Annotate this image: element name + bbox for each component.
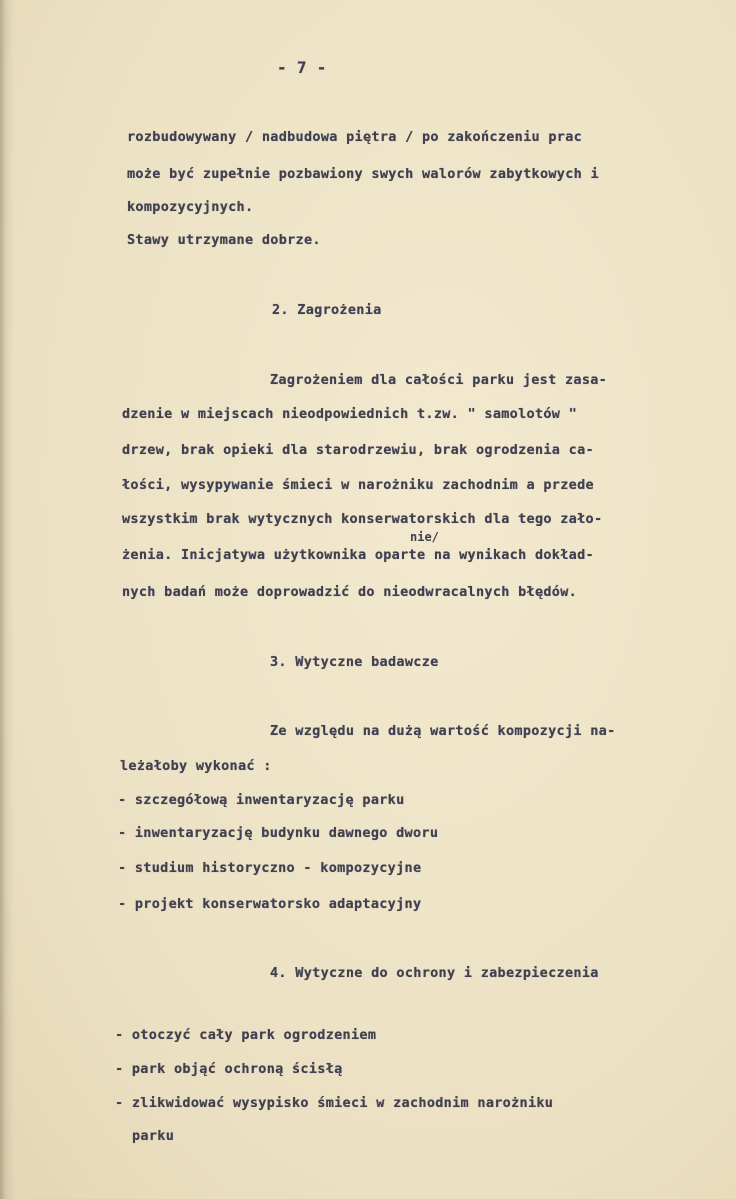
paragraph-line: wszystkim brak wytycznych konserwatorskich dla tego zało- <box>122 511 603 527</box>
section-heading: 4. Wytyczne do ochrony i zabezpieczenia <box>270 965 599 981</box>
list-item: - studium historyczno - kompozycyjne <box>118 860 422 876</box>
list-item: - zlikwidować wysypisko śmieci w zachodnim narożniku <box>115 1095 554 1111</box>
paragraph-line: nych badań może doprowadzić do nieodwracalnych błędów. <box>122 584 578 600</box>
list-item-continuation: parku <box>132 1128 175 1144</box>
handwritten-insert: nie/ <box>410 530 439 544</box>
intro-line: może być zupełnie pozbawiony swych walorów zabytkowych i <box>127 166 599 182</box>
list-item: - park objąć ochroną ścisłą <box>115 1061 343 1077</box>
list-item: - inwentaryzację budynku dawnego dworu <box>118 825 439 841</box>
intro-line: Stawy utrzymane dobrze. <box>127 232 321 248</box>
paragraph-line: drzew, brak opieki dla starodrzewiu, brak ogrodzenia ca- <box>122 442 594 458</box>
paragraph-line: dzenie w miejscach nieodpowiednich t.zw. " samolotów " <box>122 406 578 422</box>
paragraph-line: leżałoby wykonać : <box>120 758 272 774</box>
list-item: - projekt konserwatorsko adaptacyjny <box>118 896 422 912</box>
paragraph-line: Zagrożeniem dla całości parku jest zasa- <box>270 372 608 388</box>
section-heading: 3. Wytyczne badawcze <box>270 654 439 670</box>
page-number: - 7 - <box>277 58 327 77</box>
intro-line: kompozycyjnych. <box>127 199 254 215</box>
paragraph-line: żenia. Inicjatywa użytkownika oparte na wynikach dokład- <box>122 547 594 563</box>
list-item: - szczegółową inwentaryzację parku <box>118 792 405 808</box>
list-item: - otoczyć cały park ogrodzeniem <box>115 1027 377 1043</box>
paragraph-line: łości, wysypywanie śmieci w narożniku zachodnim a przede <box>122 477 594 493</box>
paragraph-line: Ze względu na dużą wartość kompozycji na- <box>270 723 616 739</box>
intro-line: rozbudowywany / nadbudowa piętra / po zakończeniu prac <box>127 129 583 145</box>
section-heading: 2. Zagrożenia <box>272 302 382 318</box>
